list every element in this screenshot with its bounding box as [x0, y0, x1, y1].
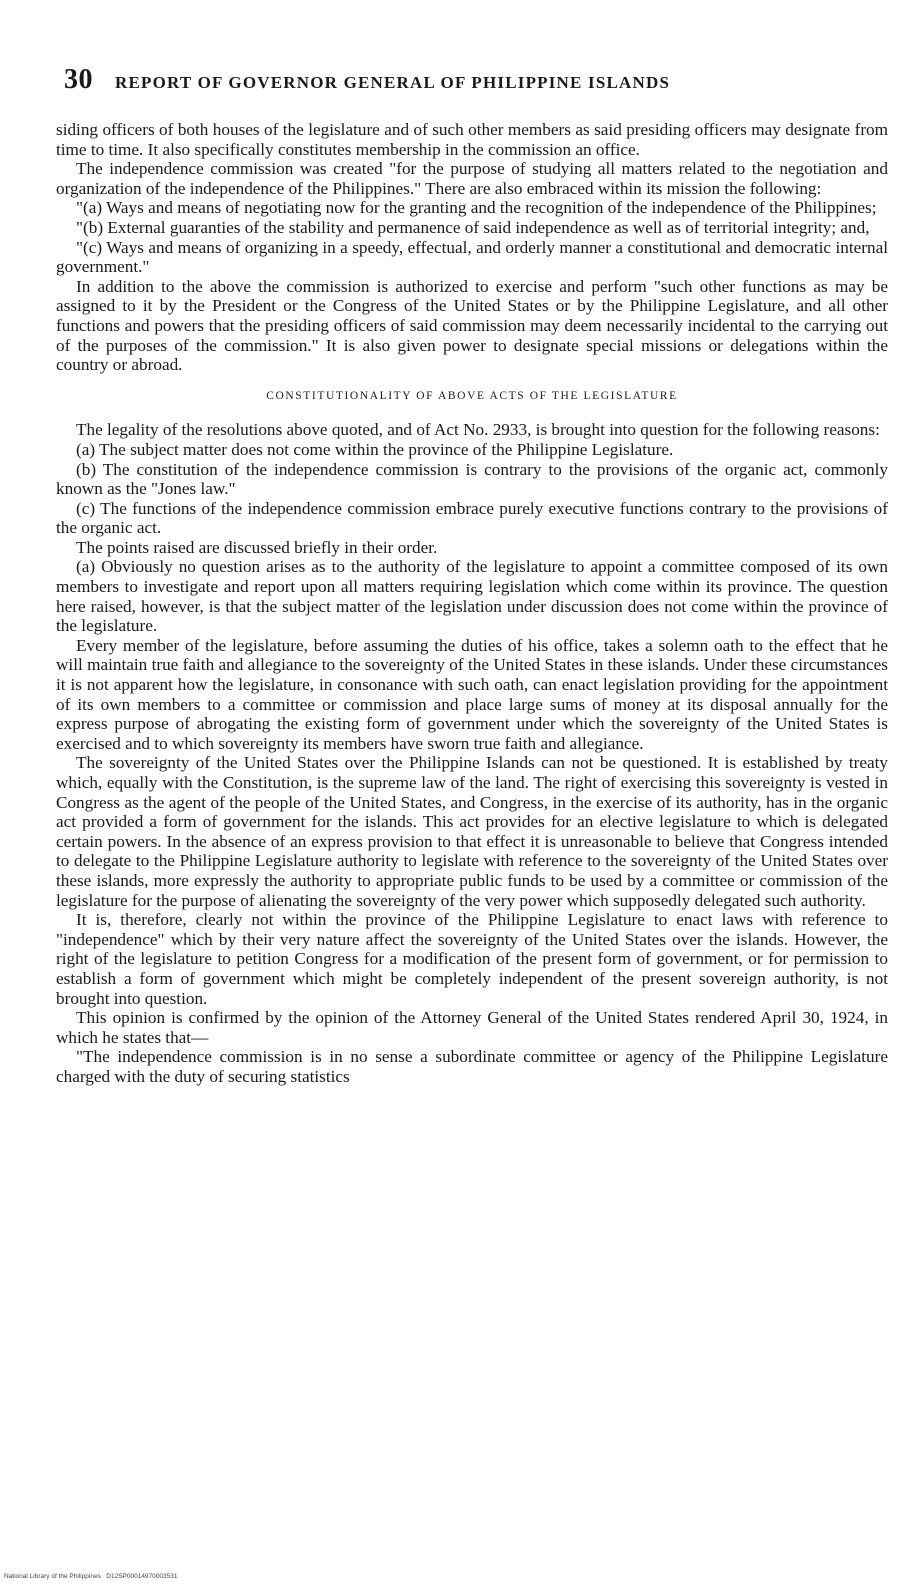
running-title: REPORT OF GOVERNOR GENERAL OF PHILIPPINE ISLANDS [115, 73, 671, 92]
paragraph: The legality of the resolutions above quoted, and of Act No. 2933, is brought into question for the following reasons: [76, 420, 880, 440]
paragraph: Every member of the legislature, before assuming the duties of his office, takes a solemn oath to the effect that he will maintain true faith and allegiance to the sovereignty of the United States in these islands. Under these circumstances it is not apparent how the legislature, in consonance with such oath, can enact legislation providing for the appointment of its own members to a committee or commission and place large sums of money at its disposal annually for the express purpose of abrogating the existing form of government under which the sovereignty of the United States is exercised and to which sovereignty its members have sworn true faith and allegiance. [56, 635, 888, 753]
paragraph: It is, therefore, clearly not within the province of the Philippine Legislature to enact laws with reference to "independence" which by their very nature affect the sovereignty of the United States over the islands. However, the right of the legislature to petition Congress for a modification of the present form of government, or for permission to establish a form of government which might be completely independent of the present sovereign authority, is not brought into question. [56, 910, 888, 1008]
paragraph: (a) Obviously no question arises as to the authority of the legislature to appoint a committee composed of its own members to investigate and report upon all matters requiring legislation which come within its province. The question here raised, however, is that the subject matter of the legislation under discussion does not come within the province of the legislature. [56, 557, 888, 636]
page-header [64, 64, 864, 96]
paragraph: siding officers of both houses of the legislature and of such other members as said presiding officers may designate from time to time. It also specifically constitutes membership in the commission an office. [56, 120, 888, 159]
footer-scan-id: D12SP00014970003531 [106, 1573, 178, 1580]
paragraph: "(c) Ways and means of organizing in a speedy, effectual, and orderly manner a constitutional and democratic internal government." [56, 237, 888, 277]
scan-footer [4, 1573, 177, 1580]
paragraph: (c) The functions of the independence commission embrace purely executive functions contrary to the provisions of the organic act. [56, 498, 888, 538]
paragraph: The points raised are discussed briefly in their order. [76, 537, 438, 557]
paragraph: In addition to the above the commission is authorized to exercise and perform "such other functions as may be assigned to it by the President or the Congress of the United States or by the Philippine Legislature, and all other functions and powers that the presiding officers of said commission may deem necessarily incidental to the carrying out of the purposes of the commission." It is also given power to designate special missions or delegations within the country or abroad. [56, 276, 888, 375]
body-text [56, 120, 888, 1087]
paragraph: "(a) Ways and means of negotiating now for the granting and the recognition of the independence of the Philippines; [76, 198, 877, 218]
paragraph: The independence commission was created "for the purpose of studying all matters related to the negotiation and organization of the independence of the Philippines." There are also embraced within its mission the following: [56, 159, 888, 198]
paragraph: This opinion is confirmed by the opinion of the Attorney General of the United States rendered April 30, 1924, in which he states that— [56, 1008, 888, 1047]
section-heading: CONSTITUTIONALITY OF ABOVE ACTS OF THE LEGISLATURE [266, 389, 678, 402]
paragraph: (b) The constitution of the independence commission is contrary to the provisions of the organic act, commonly known as the "Jones law." [56, 459, 888, 499]
paragraph: "The independence commission is in no sense a subordinate committee or agency of the Philippine Legislature charged with the duty of securing statistics [56, 1047, 888, 1086]
page-number: 30 [64, 64, 93, 95]
paragraph: "(b) External guaranties of the stability and permanence of said independence as well as of territorial integrity; and, [76, 217, 870, 237]
paragraph: (a) The subject matter does not come within the province of the Philippine Legislature. [76, 439, 674, 459]
footer-library: National Library of the Philippines [4, 1573, 101, 1580]
paragraph: The sovereignty of the United States over the Philippine Islands can not be questioned. It is established by treaty which, equally with the Constitution, is the supreme law of the land. The right of exercising this sovereignty is vested in Congress as the agent of the people of the United States, and Congress, in the exercise of its authority, has in the organic act provided a form of government for the islands. This act provides for an elective legislature to which is delegated certain powers. In the absence of an express provision to that effect it is unreasonable to believe that Congress intended to delegate to the Philippine Legislature authority to legislate with reference to the sovereignty of the United States over these islands, more expressly the authority to appropriate public funds to be used by a committee or commission of the legislature for the purpose of alienating the sovereignty of the very power which supposedly delegated such authority. [56, 753, 888, 910]
